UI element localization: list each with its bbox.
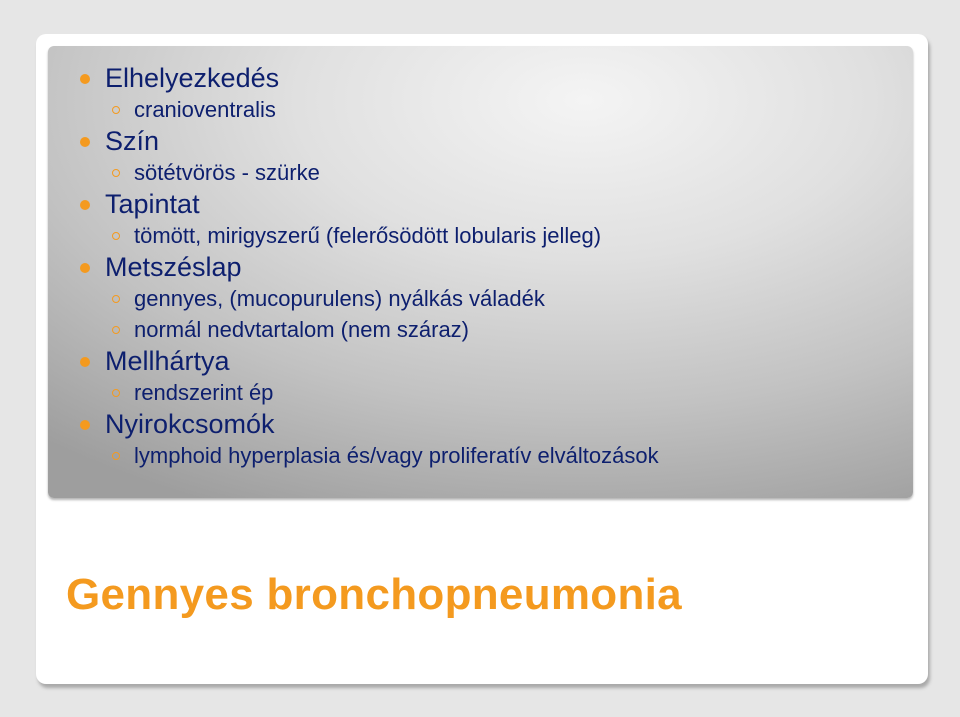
sub-bullet-circle-icon (112, 389, 120, 397)
sub-bullet (78, 157, 898, 188)
bullet-dot-icon (80, 263, 90, 273)
sub-bullet-text: normál nedvtartalom (nem száraz) (134, 317, 470, 342)
bullet-label: Nyirokcsomók (105, 409, 275, 439)
sub-bullet-text: cranioventralis (134, 97, 276, 122)
bullet-nyirokcsomok (78, 408, 898, 440)
sub-bullet (78, 94, 898, 125)
bullet-dot-icon (80, 200, 90, 210)
bullet-metszeslap (78, 251, 898, 283)
sub-bullet (78, 377, 898, 408)
bullet-tapintat (78, 188, 898, 220)
bullet-list (78, 62, 898, 471)
sub-bullet-text: tömött, mirigyszerű (felerősödött lobularis jelleg) (134, 223, 602, 248)
sub-bullet-text: rendszerint ép (134, 380, 274, 405)
bullet-dot-icon (80, 357, 90, 367)
bullet-label: Tapintat (105, 189, 200, 219)
bullet-mellhartya (78, 345, 898, 377)
bullet-label: Elhelyezkedés (105, 63, 280, 93)
sub-bullet-text: lymphoid hyperplasia és/vagy proliferatív elváltozások (134, 443, 659, 468)
sub-bullet-circle-icon (112, 295, 120, 303)
bullet-label: Metszéslap (105, 252, 242, 282)
sub-bullet (78, 283, 898, 314)
sub-bullet (78, 440, 898, 471)
bullet-dot-icon (80, 137, 90, 147)
sub-bullet-circle-icon (112, 232, 120, 240)
bullet-dot-icon (80, 74, 90, 84)
bullet-elhelyezkedes (78, 62, 898, 94)
sub-bullet-text: gennyes, (mucopurulens) nyálkás váladék (134, 286, 545, 311)
bullet-dot-icon (80, 420, 90, 430)
sub-bullet (78, 314, 898, 345)
bullet-label: Szín (105, 126, 160, 156)
sub-bullet-circle-icon (112, 106, 120, 114)
slide-title: Gennyes bronchopneumonia (66, 570, 682, 619)
sub-bullet-circle-icon (112, 452, 120, 460)
sub-bullet-circle-icon (112, 326, 120, 334)
sub-bullet-circle-icon (112, 169, 120, 177)
sub-bullet-text: sötétvörös - szürke (134, 160, 320, 185)
bullet-szin (78, 125, 898, 157)
sub-bullet (78, 220, 898, 251)
bullet-label: Mellhártya (105, 346, 230, 376)
